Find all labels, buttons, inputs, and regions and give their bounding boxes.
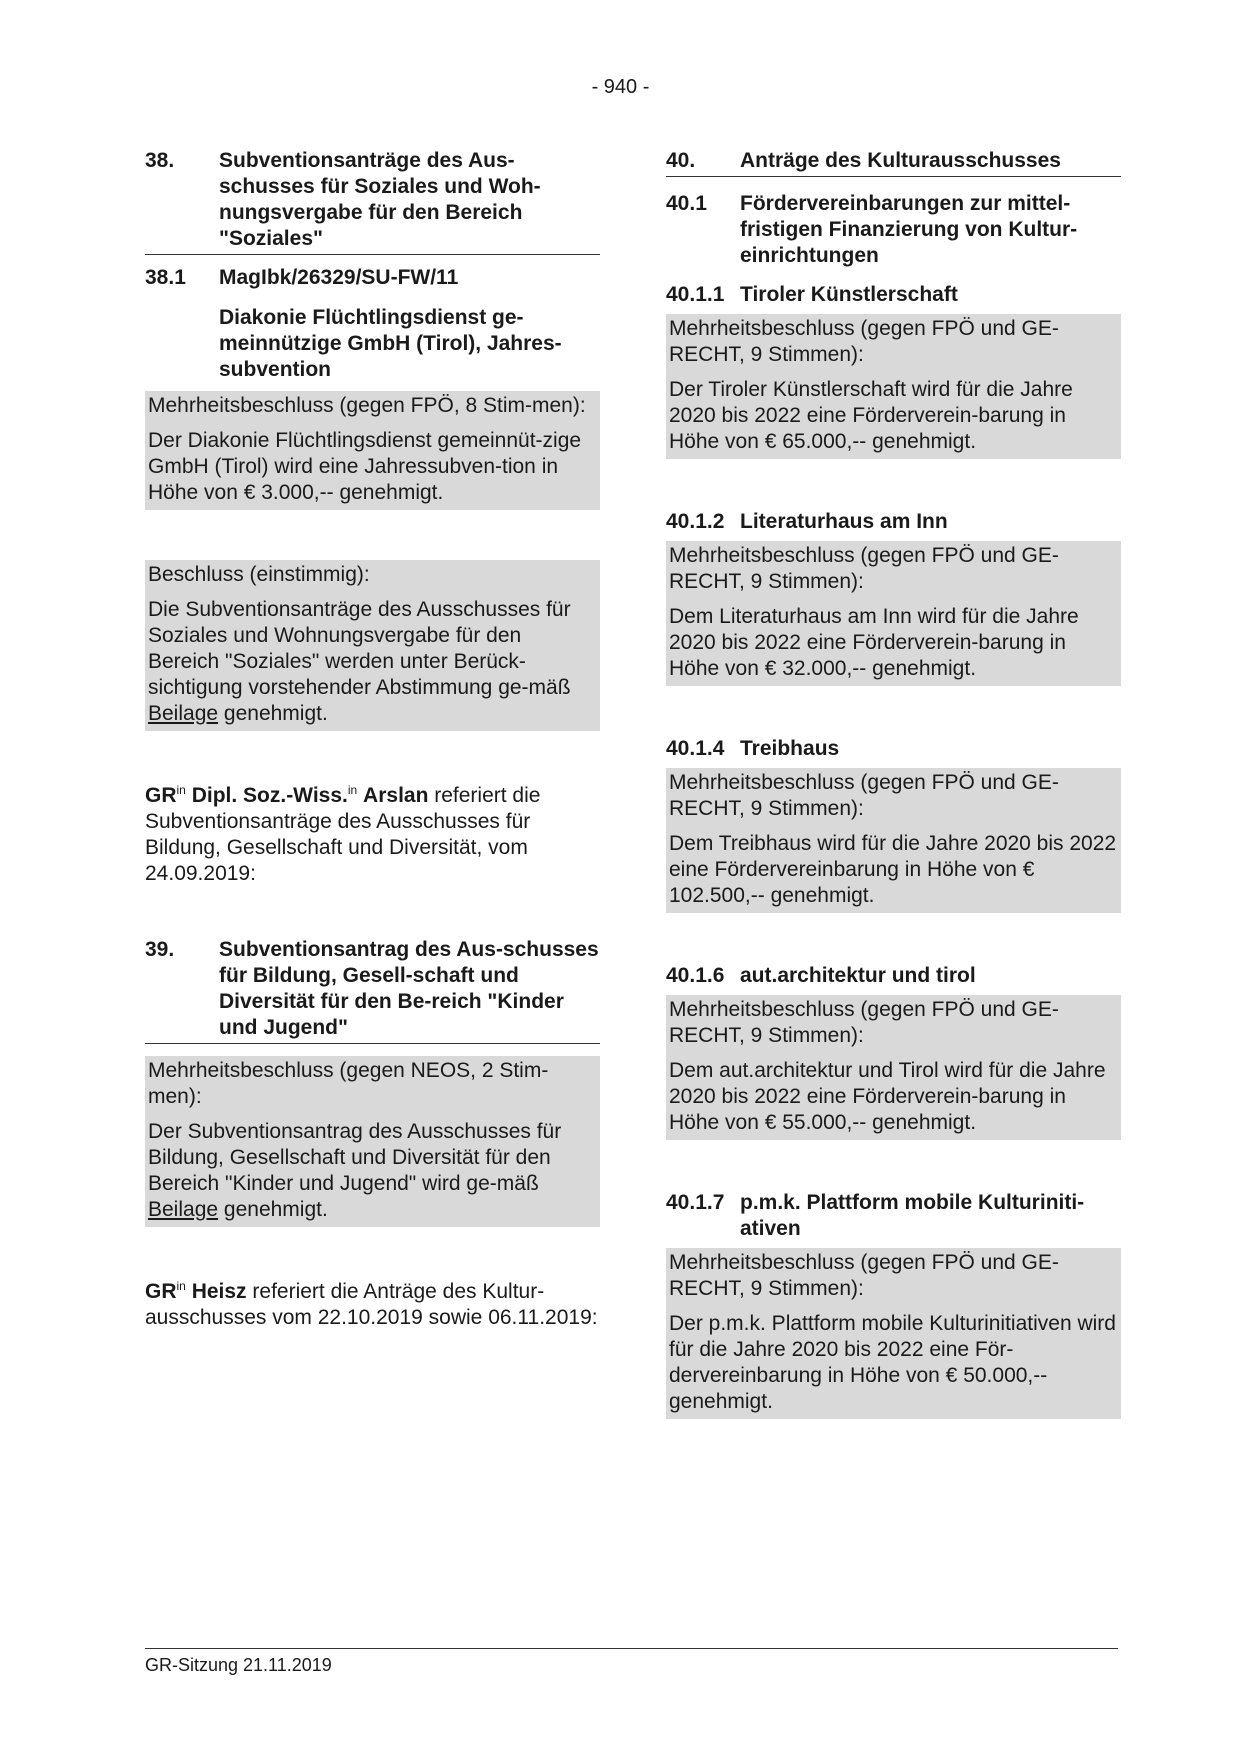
section-39-heading <box>145 937 600 1044</box>
item-40-1-4 <box>666 736 1121 913</box>
item-heading: 40.1.2 Literaturhaus am Inn <box>666 510 948 533</box>
page-number: - 940 - <box>591 76 650 98</box>
item-heading: 40.1.4 Treibhaus <box>666 737 840 760</box>
vote-text: Mehrheitsbeschluss (gegen NEOS, 2 Stim-men): <box>148 1059 549 1108</box>
section-38-1-subtitle <box>145 305 600 383</box>
item-40-1-6 <box>666 963 1121 1140</box>
section-38-1-heading <box>145 265 600 291</box>
right-column <box>666 148 1121 1419</box>
resolution-text: Der p.m.k. Plattform mobile Kulturinitiativen wird für die Jahre 2020 bis 2022 eine För-dervereinbarung in Höhe von € 50.000,-- genehmigt. <box>669 1312 1116 1413</box>
item-heading: 40.1.7 p.m.k. Plattform mobile Kulturiniti-ativen <box>666 1191 1085 1240</box>
resolution-text: Der Tiroler Künstlerschaft wird für die Jahre 2020 bis 2022 eine Förderverein-barung in Höhe von € 65.000,-- genehmigt. <box>669 378 1073 453</box>
resolution-text: Dem Literaturhaus am Inn wird für die Jahre 2020 bis 2022 eine Förderverein-barung in Höhe von € 32.000,-- genehmigt. <box>669 605 1079 680</box>
left-column <box>145 148 600 1331</box>
resolution-text: Der Subventionsantrag des Ausschusses für Bildung, Gesellschaft und Diversität für den Bereich "Kinder und Jugend" wird ge-mäß Beilage genehmigt. <box>148 1120 562 1221</box>
page-footer: GR-Sitzung 21.11.2019 <box>145 1648 1118 1676</box>
item-heading: 40.1.6 aut.architektur und tirol <box>666 964 976 987</box>
resolution-text: Die Subventionsanträge des Ausschusses für Soziales und Wohnungsvergabe für den Bereich "Soziales" werden unter Berück-sichtigung vorstehender Abstimmung ge-mäß Beilage genehmigt. <box>148 598 571 725</box>
resolution-box <box>666 314 1121 459</box>
section-number: 40. <box>666 149 696 172</box>
section-number: 38. <box>145 149 175 172</box>
resolution-box <box>145 1056 600 1227</box>
section-number: 40.1 <box>666 192 707 215</box>
referent-paragraph: $GR^{in}$ Heisz referiert die Anträge des Kultur-ausschusses vom 22.10.2019 sowie 06.11.2019: <box>145 1279 598 1329</box>
section-40-heading <box>666 148 1121 177</box>
resolution-text: Dem aut.architektur und Tirol wird für die Jahre 2020 bis 2022 eine Förderverein-barung in Höhe von € 55.000,-- genehmigt. <box>669 1059 1106 1134</box>
item-40-1-2 <box>666 509 1121 686</box>
beilage-link[interactable]: Beilage <box>148 702 219 725</box>
vote-text: Mehrheitsbeschluss (gegen FPÖ und GE-RECHT, 9 Stimmen): <box>669 1251 1059 1300</box>
vote-text: Beschluss (einstimmig): <box>148 563 370 586</box>
resolution-box <box>666 995 1121 1140</box>
resolution-text: Der Diakonie Flüchtlingsdienst gemeinnüt-zige GmbH (Tirol) wird eine Jahressubven-tion in Höhe von € 3.000,-- genehmigt. <box>148 429 582 504</box>
referent-paragraph: $GR^{in}$ Dipl. Soz.-Wiss.$^{in}$ Arslan referiert die Subventionsanträge des Ausschusses für Bildung, Gesellschaft und Diversität, vom 24.09.2019: <box>145 783 541 885</box>
section-subtitle: Diakonie Flüchtlingsdienst ge-meinnützige GmbH (Tirol), Jahres-subvention <box>219 306 562 381</box>
section-number: 38.1 <box>145 266 186 289</box>
section-title: Anträge des Kulturausschusses <box>740 149 1061 172</box>
section-title: Subventionsantrag des Aus-schusses für Bildung, Gesell-schaft und Diversität für den Be-reich "Kinder und Jugend" <box>219 938 599 1039</box>
resolution-text: Dem Treibhaus wird für die Jahre 2020 bis 2022 eine Fördervereinbarung in Höhe von € 102.500,-- genehmigt. <box>669 832 1117 907</box>
section-title: MagIbk/26329/SU-FW/11 <box>219 266 459 289</box>
section-40-1-heading <box>666 191 1121 269</box>
section-number: 39. <box>145 938 175 961</box>
section-title: Fördervereinbarungen zur mittel-fristigen Finanzierung von Kultur-einrichtungen <box>740 192 1078 267</box>
resolution-box <box>666 541 1121 686</box>
item-40-1-1 <box>666 282 1121 459</box>
resolution-box <box>666 1248 1121 1419</box>
item-40-1-7 <box>666 1190 1121 1419</box>
section-title: Subventionsanträge des Aus-schusses für Soziales und Woh-nungsvergabe für den Bereich "Soziales" <box>219 149 541 250</box>
resolution-box <box>145 391 600 510</box>
beilage-link[interactable]: Beilage <box>148 1198 219 1221</box>
vote-text: Mehrheitsbeschluss (gegen FPÖ, 8 Stim-men): <box>148 394 586 417</box>
resolution-box <box>666 768 1121 913</box>
resolution-box <box>145 560 600 731</box>
vote-text: Mehrheitsbeschluss (gegen FPÖ und GE-RECHT, 9 Stimmen): <box>669 544 1059 593</box>
item-heading: 40.1.1 Tiroler Künstlerschaft <box>666 283 958 306</box>
vote-text: Mehrheitsbeschluss (gegen FPÖ und GE-RECHT, 9 Stimmen): <box>669 998 1059 1047</box>
vote-text: Mehrheitsbeschluss (gegen FPÖ und GE-RECHT, 9 Stimmen): <box>669 317 1059 366</box>
vote-text: Mehrheitsbeschluss (gegen FPÖ und GE-RECHT, 9 Stimmen): <box>669 771 1059 820</box>
section-38-heading <box>145 148 600 255</box>
